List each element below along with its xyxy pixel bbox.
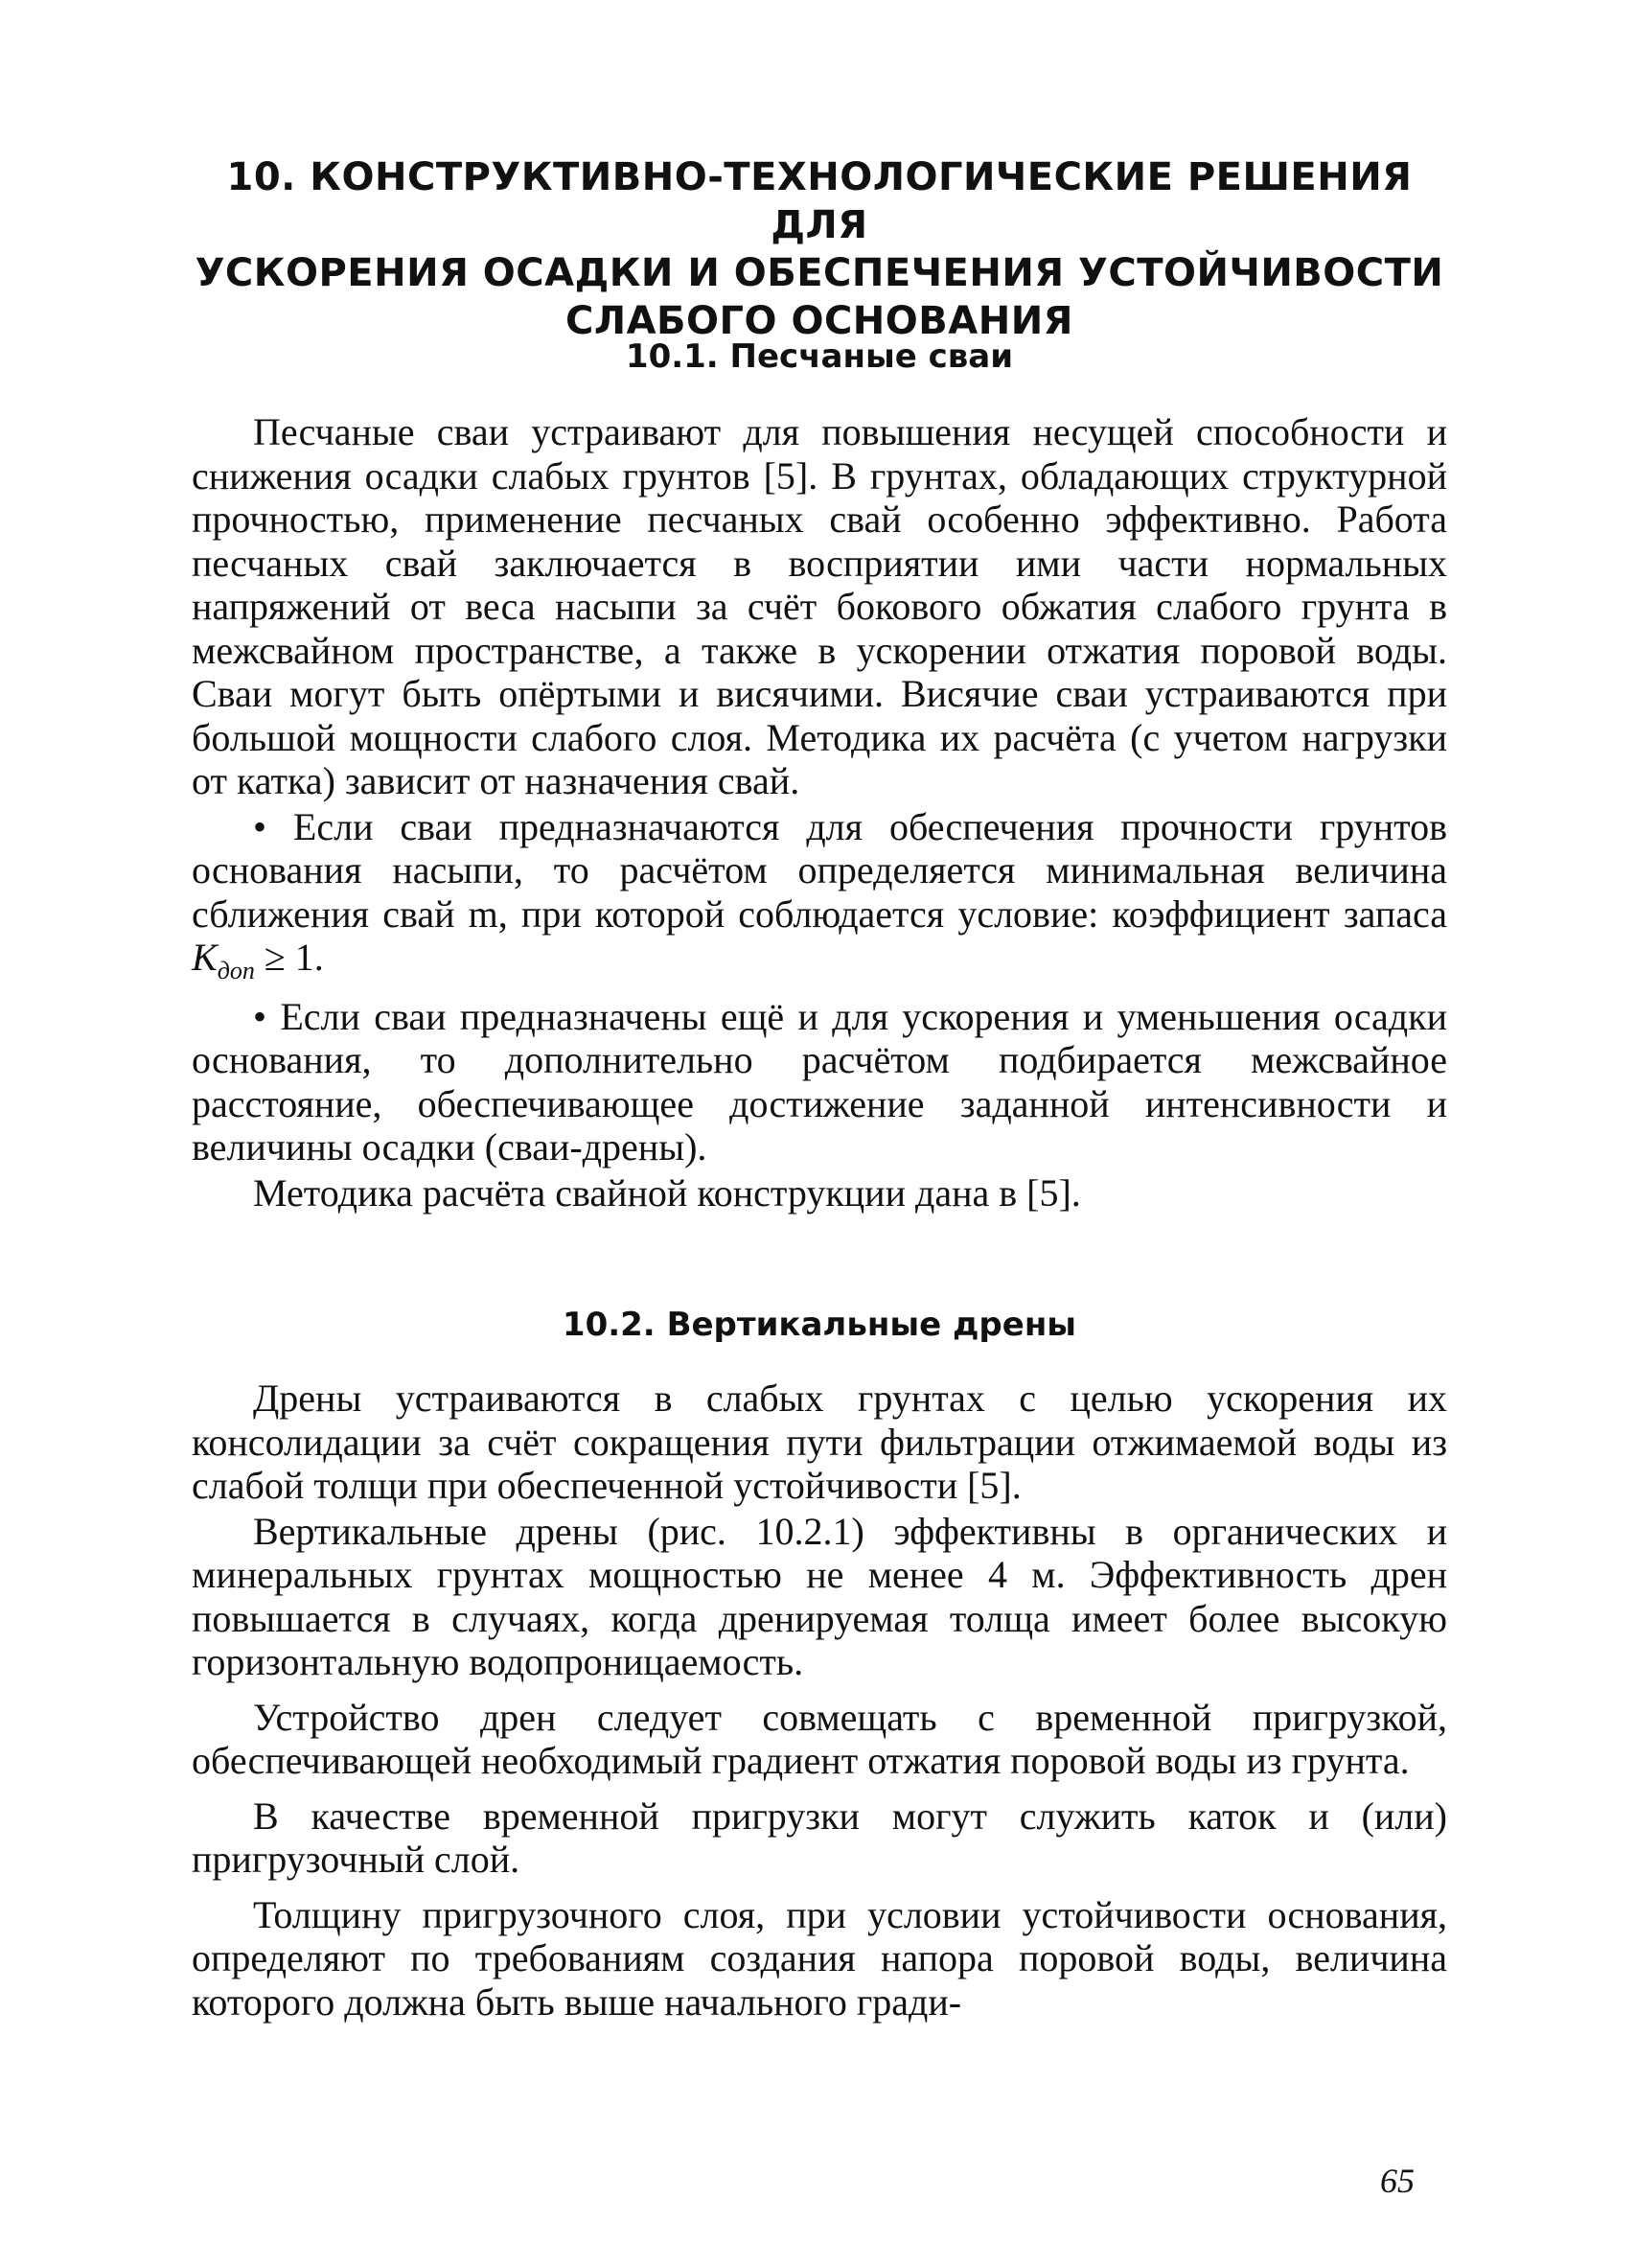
section-10-2-heading: 10.2. Вертикальные дрены — [562, 1306, 1077, 1344]
section-10-2-body — [192, 1377, 1447, 2025]
chapter-title-line-3: СЛАБОГО ОСНОВАНИЯ — [565, 299, 1073, 343]
section-10-1-body — [192, 410, 1447, 1216]
coefficient-subscript: доп — [217, 957, 255, 984]
chapter-title-line-2: УСКОРЕНИЯ ОСАДКИ И ОБЕСПЕЧЕНИЯ УСТОЙЧИВОСТИ — [195, 251, 1444, 295]
paragraph: Методика расчёта свайной конструкции дана в [5]. — [253, 1170, 1081, 1215]
paragraph: Песчаные сваи устраивают для повышения несущей способности и снижения осадки слабых грунтов [5]. В грунтах, обладающих структурной прочностью, применение песчаных свай особенно эффективно. Работа песчаных свай заключается в восприятии ими части нормальных напряжений от веса насыпи за счёт бокового обжатия слабого грунта в межсвайном пространстве, а также в ускорении отжатия поровой воды. Сваи могут быть опёртыми и висячими. Висячие сваи устраиваются при большой мощности слабого слоя. Методика их расчёта (с учетом нагрузки от катка) зависит от назначения свай. — [192, 410, 1447, 802]
page-number: 65 — [1380, 2162, 1415, 2200]
paragraph: Вертикальные дрены (рис. 10.2.1) эффективны в органических и минеральных грунтах мощностью не менее 4 м. Эффективность дрен повышается в случаях, когда дренируемая толща имеет более высокую горизонтальную водопроницаемость. — [192, 1509, 1447, 1683]
chapter-title-line-1: 10. КОНСТРУКТИВНО-ТЕХНОЛОГИЧЕСКИЕ РЕШЕНИЯ ДЛЯ — [226, 155, 1413, 247]
bullet-paragraph: • Если сваи предназначены ещё и для ускорения и уменьшения осадки основания, то дополнительно расчётом подбирается межсвайное расстояние, обеспечивающее достижение заданной интенсивности и величины осадки (сваи-дрены). — [192, 994, 1447, 1169]
paragraph: Дрены устраиваются в слабых грунтах с целью ускорения их консолидации за счёт сокращения пути фильтрации отжимаемой воды из слабой толщи при обеспеченной устойчивости [5]. — [192, 1377, 1447, 1507]
chapter-title — [192, 153, 1447, 345]
bullet-paragraph — [192, 805, 1447, 993]
coefficient-symbol: $K_{доп}$ — [192, 936, 255, 984]
paragraph: Толщину пригрузочного слоя, при условии устойчивости основания, определяют по требованиям создания напора поровой воды, величина которого должна быть выше начального гради- — [192, 1892, 1447, 2024]
section-10-1-heading: 10.1. Песчаные сваи — [625, 337, 1014, 376]
bullet-text-end: ≥ 1. — [254, 936, 324, 979]
paragraph: Устройство дрен следует совмещать с временной пригрузкой, обеспечивающей необходимый градиент отжатия поровой воды из грунта. — [192, 1695, 1447, 1782]
bullet-text: • Если сваи предназначаются для обеспечения прочности грунтов основания насыпи, то расчётом определяется минимальная величина сближения свай m, при которой соблюдается условие: коэффициент запаса — [192, 804, 1447, 936]
paragraph: В качестве временной пригрузки могут служить каток и (или) пригрузочный слой. — [192, 1794, 1447, 1881]
